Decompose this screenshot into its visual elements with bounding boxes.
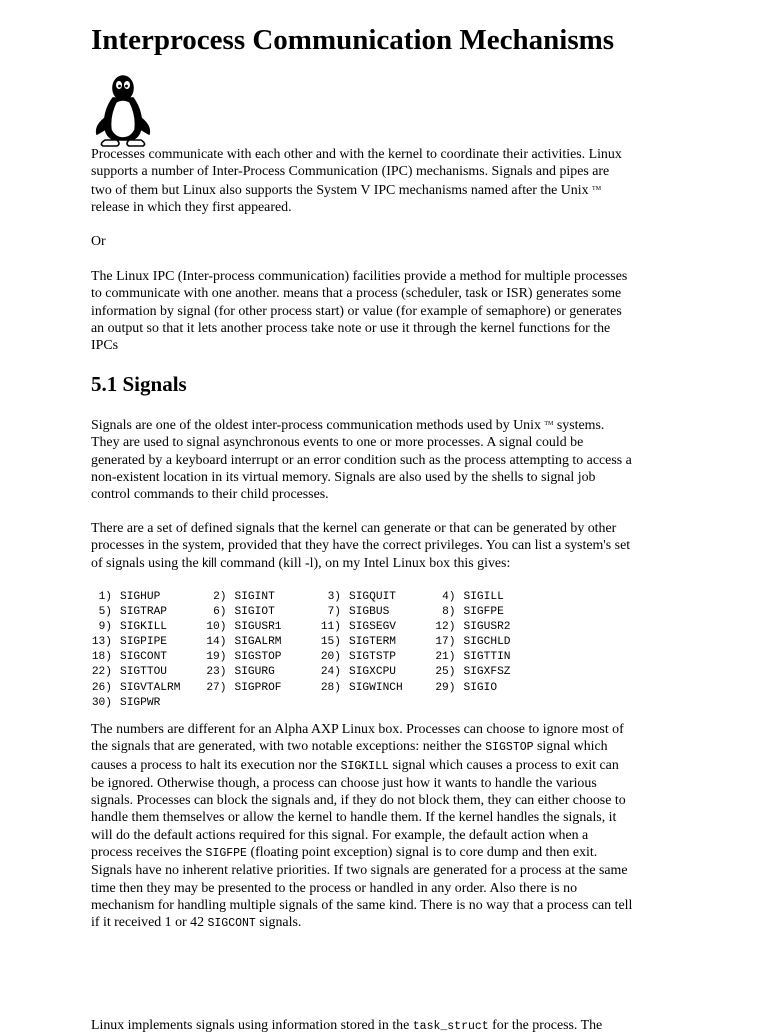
signal-name: SIGTERM — [349, 636, 396, 649]
code-term: SIGCONT — [207, 917, 256, 931]
signal-number: 12) — [435, 621, 456, 634]
text-run: control commands to their child processes. — [91, 487, 329, 503]
signal-name: SIGXFSZ — [463, 666, 511, 679]
signal-entry — [320, 681, 435, 696]
text-line — [91, 434, 686, 451]
text-line — [91, 809, 686, 826]
signal-number: 3) — [327, 591, 341, 603]
text-run: supports a number of Inter-Process Communication (IPC) mechanisms. Signals and pipes are — [91, 164, 610, 180]
signal-entry — [206, 650, 321, 665]
signal-name: SIGWINCH — [349, 681, 403, 694]
signal-number: 23) — [206, 666, 227, 679]
text-run: time then they may be presented to the process or handled in any order. Also there is no — [91, 880, 578, 896]
text-run: be ignored. Otherwise though, a process can choose just how it wants to handle the various — [91, 775, 597, 791]
text-line — [91, 452, 686, 469]
signal-name: SIGKILL — [120, 621, 167, 634]
ipc-paragraph — [91, 268, 686, 354]
signal-name: SIGTTOU — [120, 666, 167, 679]
text-run: Linux implements signals using information stored in the — [91, 1018, 413, 1033]
text-line — [91, 537, 686, 554]
text-line — [91, 416, 686, 434]
signal-number: 5) — [98, 606, 112, 619]
text-line — [91, 337, 686, 354]
signal-number: 15) — [320, 636, 341, 649]
signal-entry — [91, 696, 206, 711]
text-line — [91, 792, 686, 809]
trademark-mark: TM — [544, 421, 554, 427]
signal-number: 29) — [435, 681, 456, 694]
signal-name: SIGPIPE — [120, 636, 167, 649]
signal-list — [91, 590, 549, 711]
signal-entry — [320, 650, 435, 665]
signal-number: 27) — [206, 681, 227, 694]
signal-name: SIGPROF — [234, 681, 282, 694]
signal-entry — [320, 620, 435, 635]
signal-entry — [320, 665, 435, 680]
signal-row — [91, 650, 549, 665]
text-run: causes a process to halt its execution nor the — [91, 757, 341, 773]
text-line — [91, 897, 686, 914]
signal-row — [91, 696, 549, 711]
signal-number: 4) — [442, 591, 456, 603]
signal-entry — [435, 681, 550, 696]
signal-name: SIGALRM — [234, 636, 282, 649]
signal-entry — [435, 620, 550, 635]
signal-entry — [435, 665, 550, 680]
text-line — [91, 320, 686, 337]
intro-paragraph — [91, 146, 686, 216]
signal-number: 28) — [320, 681, 341, 694]
signal-name: SIGIOT — [234, 606, 275, 619]
signal-number: 2) — [213, 591, 227, 603]
text-line — [91, 738, 686, 756]
signal-number: 11) — [320, 621, 341, 634]
signal-row — [91, 620, 549, 635]
signal-entry — [435, 650, 550, 665]
text-line — [91, 146, 686, 163]
signal-entry — [91, 650, 206, 665]
text-run: to communicate with one another. means that a process (scheduler, task or ISR) generates some — [91, 286, 622, 302]
text-run: processes in the system, provided that they have the correct privileges. You can list a system's set — [91, 538, 631, 554]
signal-entry — [206, 605, 321, 620]
signal-entry — [91, 681, 206, 696]
text-run: for the process. The — [488, 1018, 603, 1033]
signal-number: 14) — [206, 636, 227, 649]
signal-name: SIGSEGV — [349, 621, 396, 634]
text-run: The Linux IPC (Inter-process communication) facilities provide a method for multiple processes — [91, 269, 628, 284]
signal-number: 10) — [206, 621, 227, 634]
section-heading-signals: 5.1 Signals — [91, 372, 187, 396]
signal-number: 18) — [91, 651, 112, 664]
alpha-paragraph — [91, 721, 686, 933]
signal-name: SIGHUP — [120, 591, 161, 603]
signal-name: SIGFPE — [463, 606, 504, 619]
text-line — [91, 199, 686, 216]
text-run: an output so that it lets another process take note or use it through the kernel functions for the — [91, 320, 611, 336]
signal-row — [91, 605, 549, 620]
signal-name: SIGPWR — [120, 696, 161, 709]
text-run: if it received 1 or 42 — [91, 915, 208, 931]
text-line — [91, 757, 686, 775]
text-run: information by signal (for other process start) or value (for example of semaphore) or generates — [91, 303, 622, 319]
signal-number: 21) — [435, 651, 456, 664]
signal-entry — [320, 590, 435, 605]
signal-name: SIGUSR1 — [234, 621, 282, 634]
code-term: SIGFPE — [205, 847, 247, 861]
signal-name: SIGINT — [234, 591, 275, 603]
text-run: There are a set of defined signals that the kernel can generate or that can be generated by other — [91, 521, 617, 536]
signal-name: SIGBUS — [349, 606, 390, 619]
text-run: Signals have no inherent relative priorities. If two signals are generated for a process at the same — [91, 863, 628, 879]
text-run: signal which causes a process to exit can — [388, 757, 619, 773]
text-run: command (kill -l), on my Intel Linux box this gives: — [216, 555, 511, 571]
signal-entry — [91, 590, 206, 605]
signal-entry — [435, 635, 550, 650]
text-run: non-existent location in its virtual memory. Signals are also used by the shells to signal job — [91, 469, 596, 485]
text-line — [91, 163, 686, 180]
text-run: signals. Processes can block the signals and, if they do not block them, they can either choose to — [91, 793, 626, 809]
signal-name: SIGXCPU — [349, 666, 396, 679]
text-run: (floating point exception) signal is to core dump and then exit. — [246, 845, 598, 861]
signal-number: 30) — [91, 696, 112, 709]
signal-number: 6) — [213, 606, 227, 619]
signal-name: SIGSTOP — [234, 651, 282, 664]
signal-entry — [435, 590, 550, 605]
trademark-mark: TM — [592, 185, 602, 192]
text-run: systems. — [553, 418, 605, 433]
signal-name: SIGTSTP — [349, 651, 396, 664]
signal-number: 25) — [435, 666, 456, 679]
signal-number: 13) — [91, 636, 112, 649]
text-line — [91, 303, 686, 320]
text-line — [91, 181, 686, 199]
signal-number: 24) — [320, 666, 341, 679]
text-line — [91, 469, 686, 486]
signal-name: SIGILL — [463, 591, 504, 603]
text-run: of signals using the — [91, 555, 203, 571]
signal-entry — [320, 635, 435, 650]
signal-row — [91, 665, 549, 680]
signal-row — [91, 590, 549, 605]
signal-number: 17) — [435, 636, 456, 649]
signal-entry — [435, 605, 550, 620]
text-line — [91, 268, 686, 285]
text-line — [91, 880, 686, 897]
signal-entry — [206, 665, 321, 680]
code-term: task_struct — [412, 1020, 489, 1033]
text-run: will do the default actions required for this signal. For example, the default action when a — [91, 827, 589, 843]
text-line — [91, 555, 686, 572]
text-line — [91, 1017, 686, 1035]
code-term: SIGKILL — [340, 759, 389, 773]
signal-number: 22) — [91, 666, 112, 679]
signal-number: 26) — [91, 681, 112, 694]
signal-entry — [91, 665, 206, 680]
signal-row — [91, 681, 549, 696]
signal-number: 7) — [327, 606, 341, 619]
signal-name: SIGUSR2 — [463, 621, 511, 634]
text-run: Signals are one of the oldest inter-process communication methods used by Unix — [91, 418, 545, 433]
text-run: signals. — [255, 915, 302, 931]
tux-penguin-logo — [91, 72, 153, 148]
code-term: SIGSTOP — [485, 741, 534, 755]
text-run: IPCs — [91, 338, 119, 354]
text-run: the signals that are generated, with two notable exceptions: neither the — [91, 739, 486, 755]
signal-number: 9) — [98, 621, 112, 634]
text-line — [91, 775, 686, 792]
signal-entry — [91, 605, 206, 620]
signal-number: 1) — [98, 591, 112, 603]
text-run: handle them themselves or allow the kernel to handle them. If the kernel handles the signals, it — [91, 810, 617, 826]
signal-name: SIGCONT — [120, 651, 167, 664]
text-line — [91, 285, 686, 302]
text-line — [91, 520, 686, 537]
signal-name: SIGIO — [463, 681, 498, 694]
signal-entry — [91, 620, 206, 635]
page-title: Interprocess Communication Mechanisms — [91, 24, 615, 56]
signal-name: SIGTRAP — [120, 606, 167, 619]
signal-entry — [206, 620, 321, 635]
text-line — [91, 862, 686, 879]
signal-entry — [91, 635, 206, 650]
signal-name: SIGVTALRM — [120, 681, 181, 694]
text-line — [91, 721, 686, 738]
clipped-paragraph — [91, 1017, 691, 1033]
signals-intro-paragraph — [91, 416, 686, 503]
text-run: Processes communicate with each other and with the kernel to coordinate their activities. Linux — [91, 147, 622, 162]
signal-entry — [206, 635, 321, 650]
signal-row — [91, 635, 549, 650]
signal-entry — [320, 605, 435, 620]
signal-entry — [206, 590, 321, 605]
signal-name: SIGQUIT — [349, 591, 396, 603]
text-line — [91, 844, 686, 862]
text-run: two of them but Linux also supports the System V IPC mechanisms named after the Unix — [91, 182, 593, 198]
signal-name: SIGCHLD — [463, 636, 511, 649]
signal-name: SIGTTIN — [463, 651, 511, 664]
text-run: mechanism for handling multiple signals of the same kind. There is no way that a process can tell — [91, 897, 633, 913]
defined-signals-paragraph — [91, 520, 686, 572]
text-run: signal which — [533, 739, 608, 755]
signal-number: 19) — [206, 651, 227, 664]
text-run: They are used to signal asynchronous events to one or more processes. A signal could be — [91, 435, 584, 451]
text-line — [91, 486, 686, 503]
signal-entry — [206, 681, 321, 696]
text-run: release in which they first appeared. — [91, 199, 292, 215]
signal-number: 20) — [320, 651, 341, 664]
text-line — [91, 914, 686, 932]
signal-number: 8) — [442, 606, 456, 619]
signal-name: SIGURG — [234, 666, 275, 679]
or-text: Or — [91, 234, 106, 249]
text-run: The numbers are different for an Alpha AXP Linux box. Processes can choose to ignore most of — [91, 722, 624, 737]
text-line — [91, 827, 686, 844]
text-run: generated by a keyboard interrupt or an error condition such as the process attempting to access a — [91, 452, 632, 468]
clipped-line — [91, 1017, 686, 1035]
text-run: process receives the — [91, 845, 206, 861]
command-term: kill — [202, 555, 217, 570]
